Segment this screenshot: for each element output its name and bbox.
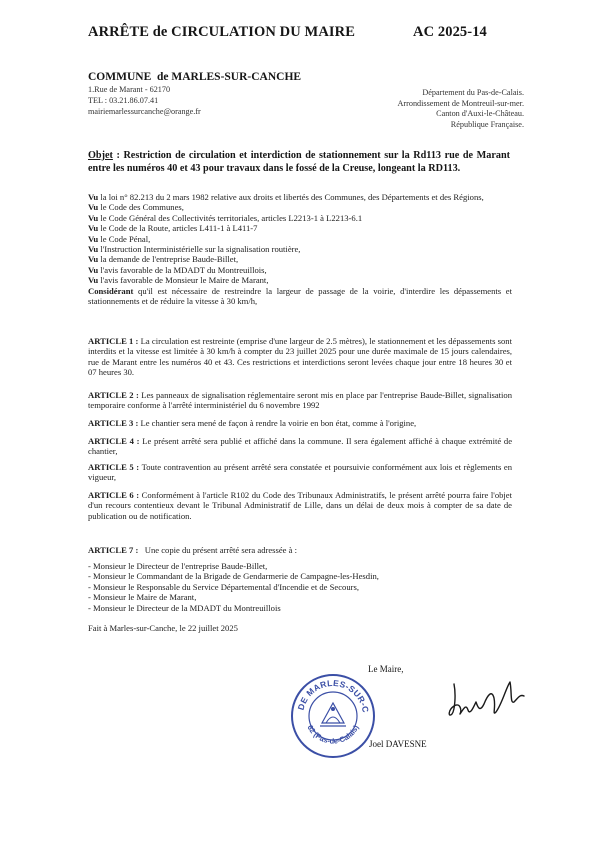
objet-paragraph [88, 150, 510, 175]
article-7 [88, 545, 512, 555]
commune-address: 1.Rue de Marant - 62170 [88, 85, 171, 94]
commune-name-suffix: de MARLES-SUR-CANCHE [157, 71, 302, 83]
visa-line: Vu le Code Pénal, [88, 233, 151, 244]
recipients-list [88, 561, 512, 613]
visa-line: Vu la loi n° 82.213 du 2 mars 1982 relative aux droits et libertés des Communes, des Départements et des Régions, [88, 192, 484, 202]
admin-canton: Canton d'Auxi-le-Château. [436, 109, 524, 118]
visa-line: Vu l'avis favorable de Monsieur le Maire de Marant, [88, 275, 269, 286]
article-text: Une copie du présent arrêté sera adressée à : [138, 545, 297, 555]
admin-department: Département du Pas-de-Calais. [422, 88, 524, 97]
document-reference: AC 2025-14 [413, 24, 487, 40]
visa-line: Vu l'avis favorable de la MDADT du Montreuillois, [88, 264, 267, 275]
administrative-block [398, 88, 525, 130]
visa-line: Vu la demande de l'entreprise Baude-Billet, [88, 254, 239, 265]
article-label: ARTICLE 6 : [88, 490, 140, 500]
article-6 [88, 490, 512, 521]
visa-line: Vu le Code Général des Collectivités territoriales, articles L2213-1 à L2213-6.1 [88, 212, 363, 223]
admin-republic: République Française. [450, 119, 524, 129]
objet-text: : Restriction de circulation et interdiction de stationnement sur la Rd113 rue de Marant entre les numéros 40 et 43 pour travaux dans le fossé de la Creuse, longeant la RD113. [88, 150, 510, 174]
mayor-role: Le Maire, [368, 664, 404, 674]
visa-line: Vu le Code de la Route, articles L411-1 à L411-7 [88, 223, 258, 234]
article-text: Le chantier sera mené de façon à rendre la voirie en bon état, comme à l'origine, [138, 418, 417, 428]
objet-label: Objet [88, 150, 113, 161]
article-label: ARTICLE 3 : [88, 418, 139, 428]
article-text: Toute contravention au présent arrêté sera constatée et poursuivie conformément aux lois et règlements en vigueur, [88, 462, 513, 483]
stamp-outer-text: DE MARLES-SUR-C [295, 677, 371, 714]
article-4 [88, 436, 512, 457]
article-text: La circulation est restreinte (emprise d'une largeur de 2.5 mètres), le stationnement et les dépassements sont interdits et la vitesse est limitée à 30 km/h à compter du 23 juillet 2025 pour une durée maximale de 15 jours calendaires, rue de Marant entre les numéros 40 et 43. Ces restrictions et interdictions seront levées chaque jour entre 18 heures 30 et 07 heures 30. [88, 336, 512, 378]
article-1 [88, 336, 512, 378]
commune-name-prefix: COMMUNE [88, 71, 152, 83]
commune-email: mairiemarlessurcanche@orange.fr [88, 107, 201, 116]
signature [430, 668, 530, 738]
stamp-bottom-text: 62 (Pas-de-Calais) [305, 723, 361, 746]
mayor-name: Joel DAVESNE [369, 739, 427, 749]
list-item: - Monsieur le Commandant de la Brigade de Gendarmerie de Campagne-les-Hesdin, [88, 571, 512, 581]
commune-name [88, 71, 301, 83]
article-2 [88, 390, 512, 411]
visas-block [88, 192, 512, 306]
list-item: - Monsieur le Responsable du Service Départemental d'Incendie et de Secours, [88, 582, 512, 592]
list-item: - Monsieur le Maire de Marant, [88, 592, 512, 602]
visa-line: Vu le Code des Communes, [88, 202, 184, 213]
stamp-seal-icon [290, 673, 376, 759]
article-label: ARTICLE 2 : [88, 390, 139, 400]
document-title: ARRÊTE de CIRCULATION DU MAIRE [88, 24, 355, 40]
list-item: - Monsieur le Directeur de l'entreprise Baude-Billet, [88, 561, 512, 571]
considerant-line: Considérant qu'il est nécessaire de restreindre la largeur de passage de la voirie, d'interdire les dépassements et stationnements et de réduire la vitesse à 30 km/h, [88, 285, 512, 307]
article-5 [88, 462, 512, 483]
commune-contact [88, 85, 201, 118]
article-label: ARTICLE 1 : [88, 336, 139, 346]
mayor-stamp [290, 673, 376, 759]
article-label: ARTICLE 4 : [88, 436, 140, 446]
admin-arrondissement: Arrondissement de Montreuil-sur-mer. [397, 98, 524, 108]
article-text: Les panneaux de signalisation réglementaire seront mis en place par l'entreprise Baude-Billet, signalisation temporaire conforme à l'arrêté interministériel du 6 novembre 1992 [88, 390, 513, 411]
article-label: ARTICLE 5 : [88, 462, 140, 472]
visa-line: Vu l'Instruction Interministérielle sur la signalisation routière, [88, 244, 301, 255]
list-item: - Monsieur le Directeur de la MDADT du Montreuillois [88, 603, 512, 613]
place-date: Fait à Marles-sur-Canche, le 22 juillet 2025 [88, 623, 238, 633]
article-text: Le présent arrêté sera publié et affiché dans la commune. Il sera également affiché à chaque extrémité de chantier, [88, 436, 513, 457]
article-3 [88, 418, 512, 428]
handwritten-signature-icon [430, 668, 530, 738]
commune-phone: TEL : 03.21.86.07.41 [88, 95, 159, 105]
article-label: ARTICLE 7 : [88, 545, 139, 555]
article-text: Conformément à l'article R102 du Code des Tribunaux Administratifs, le présent arrêté pourra faire l'objet d'un recours contentieux devant le Tribunal Administratif de Lille, dans un délai de deux mois à compter de sa date de publication ou de notification. [88, 490, 512, 521]
